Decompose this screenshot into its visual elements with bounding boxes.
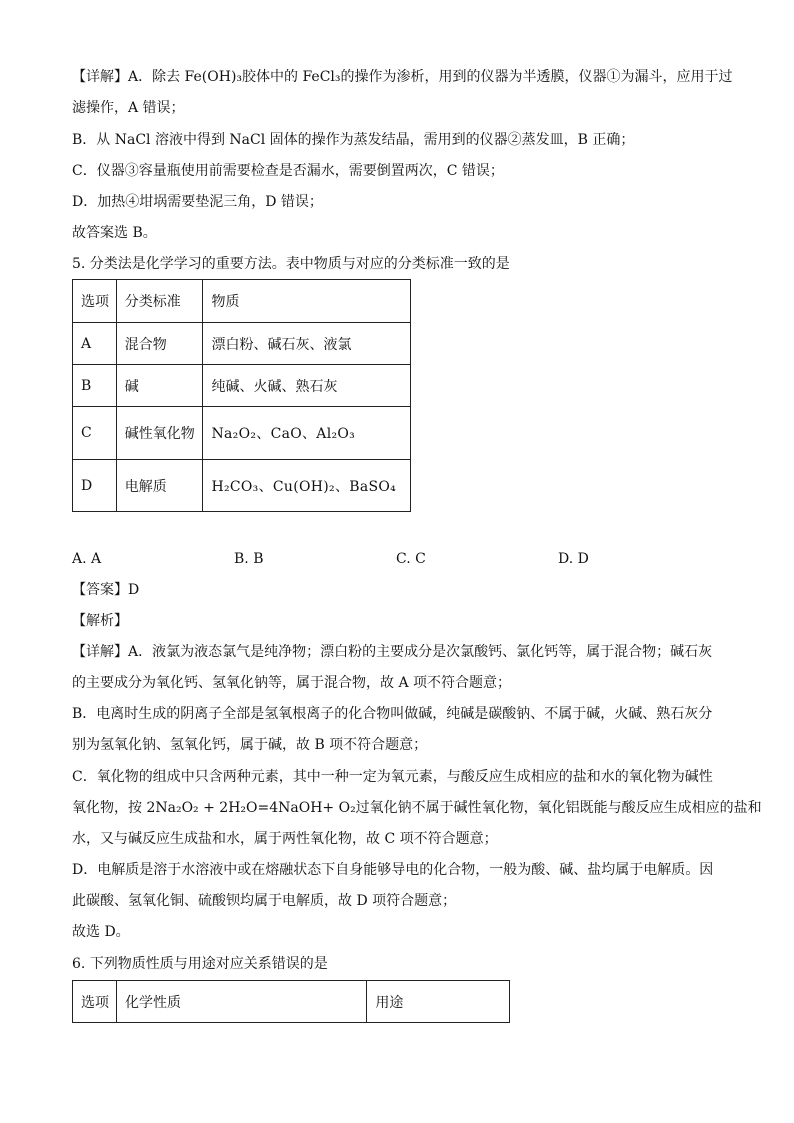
analysis-line: C．氧化物的组成中只含两种元素，其中一种一定为氧元素，与酸反应生成相应的盐和水的氧化物为碱性 [72,769,713,785]
option-c: C. C [396,551,426,567]
header-cell: 用途 [367,981,510,1023]
table-cell: A [73,323,117,365]
header-cell: 选项 [73,280,117,323]
answer-label: 【答案】D [72,582,140,598]
analysis-line: 【详解】A．液氯为液态氯气是纯净物；漂白粉的主要成分是次氯酸钙、氯化钙等，属于混合物；碱石灰 [72,644,713,660]
analysis-label: 【解析】 [72,613,128,629]
table-cell: 碱 [116,365,203,407]
header-cell: 分类标准 [116,280,203,323]
explanation-line: 故答案选 B。 [72,225,157,241]
table-cell: 漂白粉、碱石灰、液氯 [203,323,411,365]
option-a: A. A [72,551,102,567]
explanation-line: 滤操作，A 错误； [72,100,185,116]
property-usage-table [72,980,510,1023]
table-header-row [73,981,510,1023]
table-cell: C [73,407,117,460]
table-cell: 碱性氧化物 [116,407,203,460]
table-cell: Na₂O₂、CaO、Al₂O₃ [203,407,411,460]
explanation-line: B．从 NaCl 溶液中得到 NaCl 固体的操作为蒸发结晶，需用到的仪器②蒸发皿，B 正确； [72,132,635,148]
table-cell: 混合物 [116,323,203,365]
table-cell: 电解质 [116,460,203,512]
header-cell: 物质 [203,280,411,323]
option-b: B. B [234,551,264,567]
option-d: D. D [558,551,589,567]
table-row [73,365,411,407]
table-row [73,407,411,460]
analysis-line: 故选 D。 [72,924,130,940]
table-row [73,460,411,512]
table-header-row [73,280,411,323]
analysis-line: B．电离时生成的阴离子全部是氢氧根离子的化合物叫做碱，纯碱是碳酸钠、不属于碱，火碱、熟石灰分 [72,706,713,722]
analysis-line: 水，又与碱反应生成盐和水，属于两性氧化物，故 C 项不符合题意； [72,831,498,847]
table-row [73,323,411,365]
analysis-line: 此碳酸、氢氧化铜、硫酸钡均属于电解质，故 D 项符合题意； [72,893,457,909]
explanation-line: D．加热④坩埚需要垫泥三角，D 错误； [72,194,323,210]
analysis-line: 氧化物，按 2Na₂O₂ + 2H₂O=4NaOH+ O₂过氧化钠不属于碱性氧化物，氧化铝既能与酸反应生成相应的盐和 [72,800,762,816]
table-cell: 纯碱、火碱、熟石灰 [203,365,411,407]
analysis-line: 的主要成分为氧化钙、氢氧化钠等，属于混合物，故 A 项不符合题意； [72,675,512,691]
analysis-line: D．电解质是溶于水溶液中或在熔融状态下自身能够导电的化合物，一般为酸、碱、盐均属于电解质。因 [72,862,714,878]
question-stem: 6. 下列物质性质与用途对应关系错误的是 [72,956,328,972]
question-stem: 5. 分类法是化学学习的重要方法。表中物质与对应的分类标准一致的是 [72,256,510,272]
classification-table [72,279,411,512]
table-cell: H₂CO₃、Cu(OH)₂、BaSO₄ [203,460,411,512]
header-cell: 化学性质 [116,981,366,1023]
explanation-line: C．仪器③容量瓶使用前需要检查是否漏水，需要倒置两次，C 错误； [72,163,504,179]
analysis-line: 别为氢氧化钠、氢氧化钙，属于碱，故 B 项不符合题意； [72,737,428,753]
table-cell: D [73,460,117,512]
explanation-line: 【详解】A．除去 Fe(OH)₃胶体中的 FeCl₃的操作为渗析，用到的仪器为半透膜，仪器①为漏斗，应用于过 [72,69,733,85]
table-cell: B [73,365,117,407]
header-cell: 选项 [73,981,117,1023]
